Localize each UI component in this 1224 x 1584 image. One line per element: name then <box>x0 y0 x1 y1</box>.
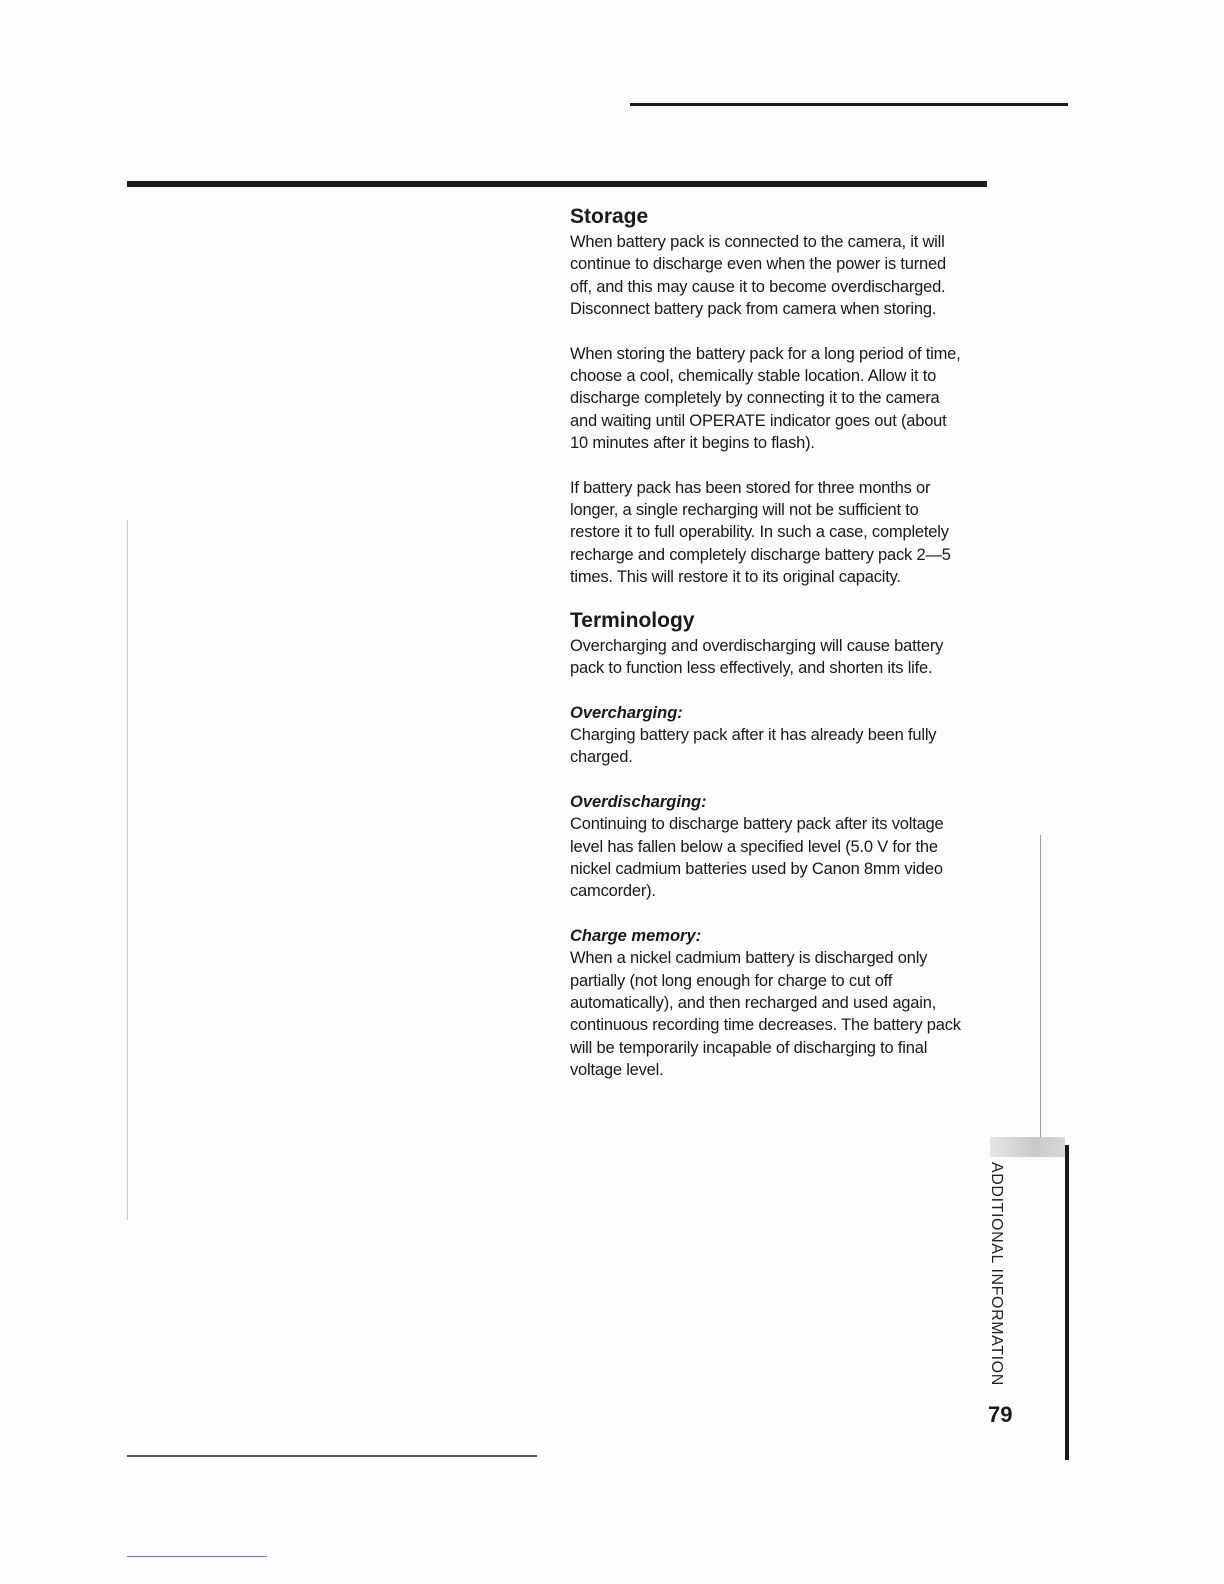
page-number: 79 <box>988 1402 1013 1427</box>
term-definition: Continuing to discharge battery pack after its voltage level has fallen below a specified level (5.0 V for the nickel cadmium batteries used by Canon 8mm video camcorder). <box>570 815 944 901</box>
terminology-intro: Overcharging and overdischarging will cause battery pack to function less effectively, and shorten its life. <box>570 636 944 678</box>
left-margin-line <box>127 520 128 1220</box>
storage-paragraph-1: When battery pack is connected to the camera, it will continue to discharge even when the power is turned off, and this may cause it to become overdischarged. Disconnect battery pack from camera when storing. <box>570 233 946 319</box>
section-tab-marker <box>990 1137 1065 1157</box>
storage-heading: Storage <box>570 205 649 228</box>
terminology-heading: Terminology <box>570 608 695 632</box>
term-definition: Charging battery pack after it has already been fully charged. <box>570 725 937 767</box>
term-overdischarging <box>570 791 965 903</box>
bottom-rule <box>127 1455 537 1457</box>
top-thick-rule <box>127 181 987 187</box>
term-label: Overdischarging: <box>570 792 707 811</box>
term-overcharging <box>570 702 965 769</box>
term-charge-memory <box>570 925 965 1082</box>
terminology-section <box>570 607 965 1082</box>
bottom-blue-line <box>127 1556 267 1557</box>
side-section-label <box>981 1162 1015 1386</box>
storage-paragraph-2: When storing the battery pack for a long period of time, choose a cool, chemically stable location. Allow it to discharge completely by connecting it to the camera and waiting until OPERATE indicator goes out (about 10 minutes after it begins to flash). <box>570 344 961 453</box>
right-thin-rule <box>1040 835 1041 1145</box>
main-content <box>570 203 965 1104</box>
side-label-text: ADDITIONAL INFORMATION <box>988 1162 1005 1386</box>
top-short-rule <box>630 103 1068 106</box>
term-definition: When a nickel cadmium battery is discharged only partially (not long enough for charge to cut off automatically), and then recharged and used again, continuous recording time decreases. The battery pack will be temporarily incapable of discharging to final voltage level. <box>570 949 961 1080</box>
storage-section <box>570 203 965 589</box>
right-thick-rule <box>1065 1145 1069 1460</box>
term-label: Overcharging: <box>570 703 683 722</box>
term-label: Charge memory: <box>570 926 702 945</box>
storage-paragraph-3: If battery pack has been stored for three months or longer, a single recharging will not be sufficient to restore it to full operability. In such a case, completely recharge and completely discharge battery pack 2—5 times. This will restore it to its original capacity. <box>570 478 951 587</box>
